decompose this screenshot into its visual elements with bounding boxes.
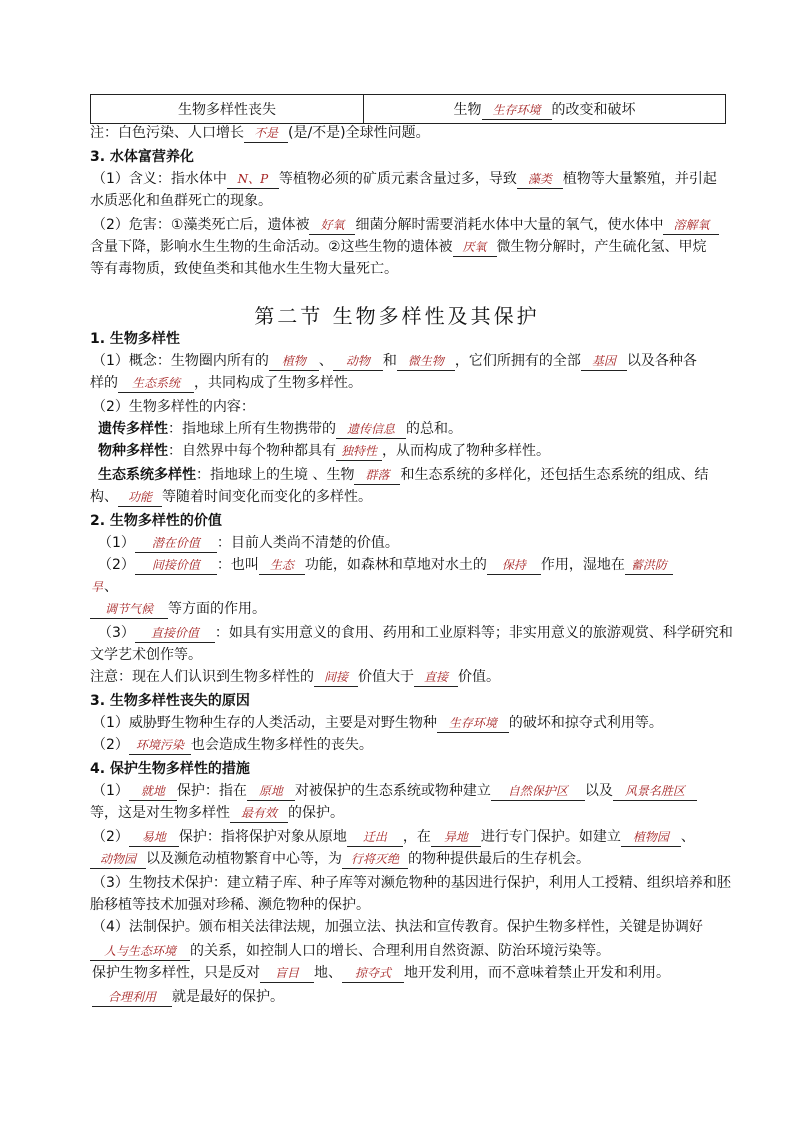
text-line: 生态系统多样性：指地球上的生境 、生物 群落 和生态系统的多样化，还包括生态系统的组成、结	[98, 467, 709, 483]
table-cell: 生物 生存环境 的改变和破坏	[364, 95, 726, 124]
text-line: （1）含义：指水体中 N、P 等植物必须的矿质元素含量过多，导致 藻类 植物等大量繁殖，并引起	[92, 171, 717, 187]
answer-blank: 人与生态环境	[90, 942, 190, 961]
answer-blank: 易地	[129, 828, 179, 847]
answer-blank: 好氧	[309, 216, 355, 235]
text-line: （1） 就地 保护：指在 原地 对被保护的生态系统或物种建立 自然保护区 以及 风景名胜区	[92, 780, 732, 802]
answer-blank: 独特性	[336, 442, 382, 461]
text-line: （2）危害：①藻类死亡后，遗体被 好氧 细菌分解时需要消耗水体中大量的氧气，使水体中 溶解氧	[92, 214, 732, 236]
answer-blank: 微生物	[397, 352, 455, 371]
text-line: 胎移植等技术加强对珍稀、濒危物种的保护。	[90, 897, 370, 913]
table-cell: 生物多样性丧失	[91, 95, 364, 124]
answer-blank: 调节气候	[90, 600, 168, 619]
text-line: （2） 易地 保护：指将保护对象从原地 迁出 ，在 异地 进行专门保护。如建立 植物园 、	[92, 829, 695, 845]
text-line: （4）法制保护。颁布相关法律法规，加强立法、执法和宣传教育。保护生物多样性，关键是协调好	[92, 919, 703, 935]
text-line: 构、 功能 等随着时间变化而变化的多样性。	[90, 489, 372, 505]
answer-blank: 直接	[414, 668, 458, 687]
answer-blank: 植物	[269, 352, 319, 371]
text-line: 旱、	[90, 579, 118, 595]
answer-blank: 自然保护区	[491, 782, 585, 801]
text-line: 人与生态环境 的关系，如控制人口的增长、合理利用自然资源、防治环境污染等。	[90, 940, 730, 962]
answer-blank: 生态	[259, 556, 305, 575]
answer-blank: 生态系统	[118, 374, 194, 393]
answer-blank: 最有效	[230, 804, 288, 823]
answer-blank: 合理利用	[92, 988, 172, 1007]
text-line: （2）生物多样性的内容：	[92, 399, 255, 415]
text-line: 物种多样性：自然界中每个物种都具有 独特性 ，从而构成了物种多样性。	[98, 443, 550, 459]
text-line: 样的 生态系统 ，共同构成了生物多样性。	[90, 375, 362, 391]
answer-blank: 生存环境	[482, 101, 552, 120]
text-line: 文学艺术创作等。	[90, 647, 202, 663]
text-line: 遗传多样性：指地球上所有生物携带的 遗传信息 的总和。	[98, 421, 462, 437]
answer-blank: 遗传信息	[336, 420, 406, 439]
note-line: 注：白色污染、人口增长 不是 (是/不是)全球性问题。	[90, 125, 430, 141]
answer-blank: 生存环境	[437, 714, 509, 733]
text-line: 调节气候 等方面的作用。	[90, 598, 730, 620]
section-title: 第二节 生物多样性及其保护	[254, 304, 540, 328]
text-line: （1）威胁野生物种生存的人类活动，主要是对野生物种 生存环境 的破坏和掠夺式利用等。	[92, 715, 663, 731]
summary-table	[90, 94, 726, 124]
text-line: 合理利用 就是最好的保护。	[92, 986, 732, 1008]
text-line: （2） 间接价值 ：也叫 生态 功能，如森林和草地对水土的 保持 作用，湿地在 蓄洪防	[98, 554, 738, 576]
answer-blank: 旱	[90, 580, 103, 594]
text-line: 等，这是对生物多样性 最有效 的保护。	[90, 805, 344, 821]
answer-blank: 风景名胜区	[613, 782, 697, 801]
answer-blank: 厌氧	[453, 238, 497, 257]
table-row	[91, 95, 726, 124]
answer-blank: 基因	[581, 352, 627, 371]
text-line: 动物园 以及濒危动植物繁育中心等，为 行将灭绝 的物种提供最后的生存机会。	[90, 848, 730, 870]
answer-blank: 溶解氧	[663, 216, 719, 235]
answer-blank: 掠夺式	[342, 964, 404, 983]
section-heading: 4. 保护生物多样性的措施	[90, 761, 250, 777]
answer-blank: 原地	[247, 782, 295, 801]
text-line: 水质恶化和鱼群死亡的现象。	[90, 193, 272, 209]
answer-blank: 间接	[314, 668, 358, 687]
answer-blank: 植物园	[621, 828, 681, 847]
answer-blank: 迁出	[347, 828, 403, 847]
text-line: 等有毒物质，致使鱼类和其他水生生物大量死亡。	[90, 261, 398, 277]
answer-blank: 功能	[118, 488, 162, 507]
answer-blank: 行将灭绝	[342, 850, 408, 869]
text-line: 注意：现在人们认识到生物多样性的 间接 价值大于 直接 价值。	[90, 669, 500, 685]
answer-blank: N、P	[227, 170, 279, 189]
answer-blank: 环境污染	[129, 736, 191, 755]
section-heading: 3. 生物多样性丧失的原因	[90, 693, 250, 709]
answer-blank: 群落	[354, 466, 400, 485]
section-heading: 1. 生物多样性	[90, 331, 180, 347]
section-heading: 3. 水体富营养化	[90, 149, 194, 165]
text-line: （1） 潜在价值 ：目前人类尚不清楚的价值。	[98, 535, 399, 551]
answer-blank: 潜在价值	[135, 534, 217, 553]
answer-blank: 不是	[244, 124, 288, 143]
text-line: （2） 环境污染 也会造成生物多样性的丧失。	[92, 737, 373, 753]
answer-blank: 间接价值	[135, 556, 217, 575]
answer-blank: 动物园	[90, 850, 146, 869]
answer-blank: 盲目	[260, 964, 314, 983]
text-line: 含量下降，影响水生生物的生命活动。②这些生物的遗体被 厌氧 微生物分解时，产生硫化氢、甲烷	[90, 239, 707, 255]
answer-blank: 动物	[333, 352, 383, 371]
text-line: （1）概念：生物圈内所有的 植物 、 动物 和 微生物 ，它们所拥有的全部 基因 以及各种各	[92, 353, 697, 369]
answer-blank: 藻类	[517, 170, 563, 189]
answer-blank: 直接价值	[135, 624, 215, 643]
text-line: 保护生物多样性，只是反对 盲目 地、 掠夺式 地开发利用，而不意味着禁止开发和利用。	[92, 965, 670, 981]
answer-blank: 蓄洪防	[625, 556, 673, 575]
section-heading: 2. 生物多样性的价值	[90, 513, 222, 529]
answer-blank: 异地	[431, 828, 481, 847]
answer-blank: 保持	[487, 556, 541, 575]
answer-blank: 就地	[129, 782, 177, 801]
text-line: （3） 直接价值 ：如具有实用意义的食用、药用和工业原料等；非实用意义的旅游观赏、科学研究和	[98, 625, 733, 641]
text-line: （3）生物技术保护：建立精子库、种子库等对濒危物种的基因进行保护，利用人工授精、组织培养和胚	[92, 875, 731, 891]
